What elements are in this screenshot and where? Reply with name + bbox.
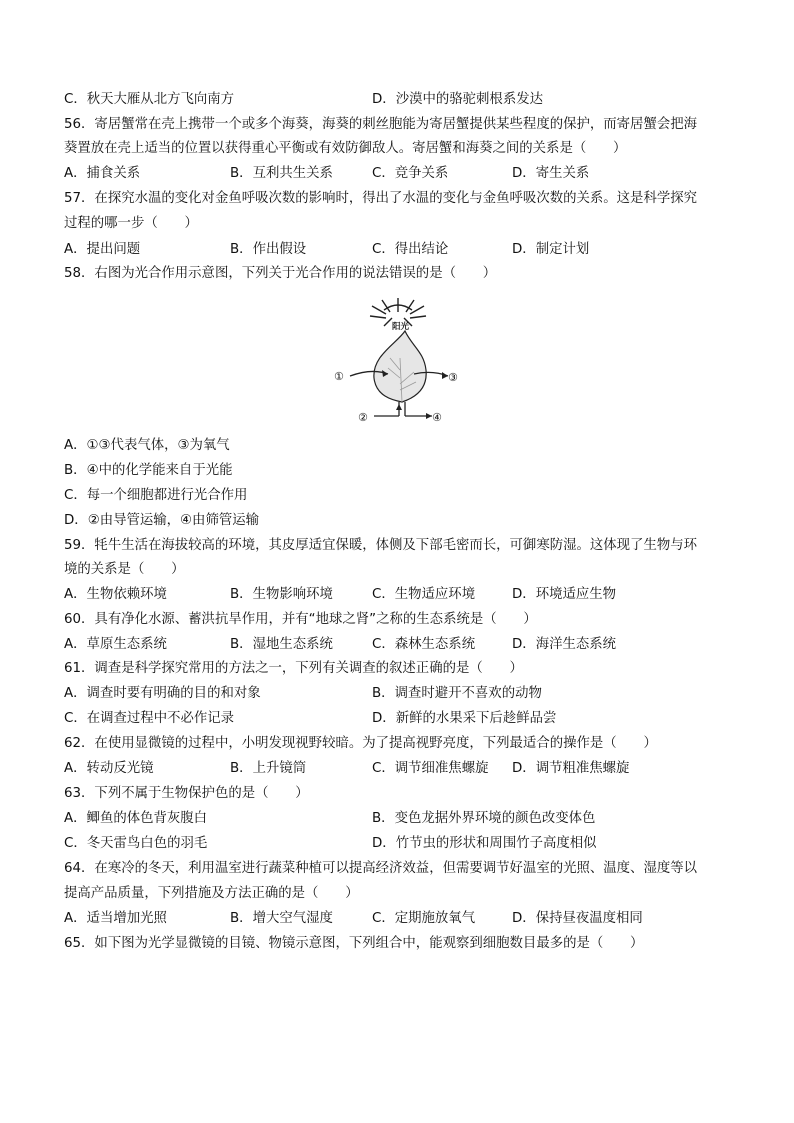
- q64-option-c: C．定期施放氧气: [372, 911, 476, 926]
- q60-option-d: D．海洋生态系统: [512, 637, 617, 652]
- q57-stem-line2: 过程的哪一步（ ）: [64, 216, 198, 231]
- figure-label-2: ②: [358, 411, 368, 424]
- q61-stem: 61．调查是科学探究常用的方法之一，下列有关调查的叙述正确的是（ ）: [64, 661, 523, 676]
- q62-option-b: B．上升镜筒: [230, 761, 307, 776]
- q59-stem-line2: 境的关系是（ ）: [64, 562, 185, 577]
- photosynthesis-diagram: [332, 298, 462, 426]
- q59-option-a: A．生物依赖环境: [64, 587, 167, 602]
- q60-option-c: C．森林生态系统: [372, 637, 476, 652]
- q63-option-a: A．鲫鱼的体色背灰腹白: [64, 811, 208, 826]
- q56-stem-line2: 葵置放在壳上适当的位置以获得重心平衡或有效防御敌人。寄居蟹和海葵之间的关系是（ ）: [64, 141, 627, 156]
- q55-option-c: C．秋天大雁从北方飞向南方: [64, 92, 235, 107]
- q60-stem: 60．具有净化水源、蓄洪抗旱作用，并有“地球之肾”之称的生态系统是（ ）: [64, 612, 537, 627]
- q59-option-b: B．生物影响环境: [230, 587, 333, 602]
- q62-option-d: D．调节粗准焦螺旋: [512, 761, 630, 776]
- q63-stem: 63．下列不属于生物保护色的是（ ）: [64, 786, 309, 801]
- q59-stem-line1: 59．牦牛生活在海拔较高的环境，其皮厚适宜保暖，体侧及下部毛密而长，可御寒防湿。这体现了生物与环: [64, 538, 698, 553]
- q57-option-c: C．得出结论: [372, 242, 449, 257]
- q65-stem: 65．如下图为光学显微镜的目镜、物镜示意图，下列组合中，能观察到细胞数目最多的是（ ）: [64, 936, 644, 951]
- q58-option-c: C．每一个细胞都进行光合作用: [64, 488, 248, 503]
- q63-option-c: C．冬天雷鸟白色的羽毛: [64, 836, 208, 851]
- q59-option-d: D．环境适应生物: [512, 587, 617, 602]
- leaf-figure-svg: [332, 298, 462, 426]
- q61-option-c: C．在调查过程中不必作记录: [64, 711, 235, 726]
- q64-option-b: B．增大空气湿度: [230, 911, 333, 926]
- q56-option-a: A．捕食关系: [64, 166, 141, 181]
- q56-option-d: D．寄生关系: [512, 166, 590, 181]
- q64-stem-line1: 64．在寒冷的冬天，利用温室进行蔬菜种植可以提高经济效益，但需要调节好温室的光照、温度、湿度等以: [64, 861, 698, 876]
- q58-stem: 58．右图为光合作用示意图，下列关于光合作用的说法错误的是（ ）: [64, 266, 497, 281]
- stem-arrows-icon: [374, 402, 432, 416]
- q64-option-d: D．保持昼夜温度相同: [512, 911, 643, 926]
- figure-label-4: ④: [432, 411, 442, 424]
- q61-option-b: B．调查时避开不喜欢的动物: [372, 686, 542, 701]
- q63-option-b: B．变色龙据外界环境的颜色改变体色: [372, 811, 596, 826]
- q57-option-d: D．制定计划: [512, 242, 590, 257]
- q61-option-d: D．新鲜的水果采下后趁鲜品尝: [372, 711, 557, 726]
- q57-option-a: A．提出问题: [64, 242, 141, 257]
- q57-option-b: B．作出假设: [230, 242, 307, 257]
- q64-option-a: A．适当增加光照: [64, 911, 167, 926]
- q60-option-b: B．湿地生态系统: [230, 637, 333, 652]
- q56-option-c: C．竞争关系: [372, 166, 449, 181]
- q56-stem-line1: 56．寄居蟹常在壳上携带一个或多个海葵，海葵的刺丝胞能为寄居蟹提供某些程度的保护，而寄居蟹会把海: [64, 117, 698, 132]
- q60-option-a: A．草原生态系统: [64, 637, 167, 652]
- q58-option-b: B．④中的化学能来自于光能: [64, 463, 233, 478]
- q62-option-c: C．调节细准焦螺旋: [372, 761, 489, 776]
- q56-option-b: B．互利共生关系: [230, 166, 333, 181]
- q62-option-a: A．转动反光镜: [64, 761, 154, 776]
- figure-label-1: ①: [334, 370, 344, 383]
- q58-option-a: A．①③代表气体，③为氧气: [64, 438, 230, 453]
- q61-option-a: A．调查时要有明确的目的和对象: [64, 686, 261, 701]
- q63-option-d: D．竹节虫的形状和周围竹子高度相似: [372, 836, 597, 851]
- q59-option-c: C．生物适应环境: [372, 587, 476, 602]
- figure-label-3: ③: [448, 371, 458, 384]
- q57-stem-line1: 57．在探究水温的变化对金鱼呼吸次数的影响时，得出了水温的变化与金鱼呼吸次数的关系。这是科学探究: [64, 191, 698, 206]
- q58-option-d: D．②由导管运输，④由筛管运输: [64, 513, 260, 528]
- q55-option-d: D．沙漠中的骆驼刺根系发达: [372, 92, 543, 107]
- sun-label: 阳光: [392, 322, 410, 332]
- q62-stem: 62．在使用显微镜的过程中，小明发现视野较暗。为了提高视野亮度，下列最适合的操作是（ ）: [64, 736, 657, 751]
- q64-stem-line2: 提高产品质量，下列措施及方法正确的是（ ）: [64, 886, 359, 901]
